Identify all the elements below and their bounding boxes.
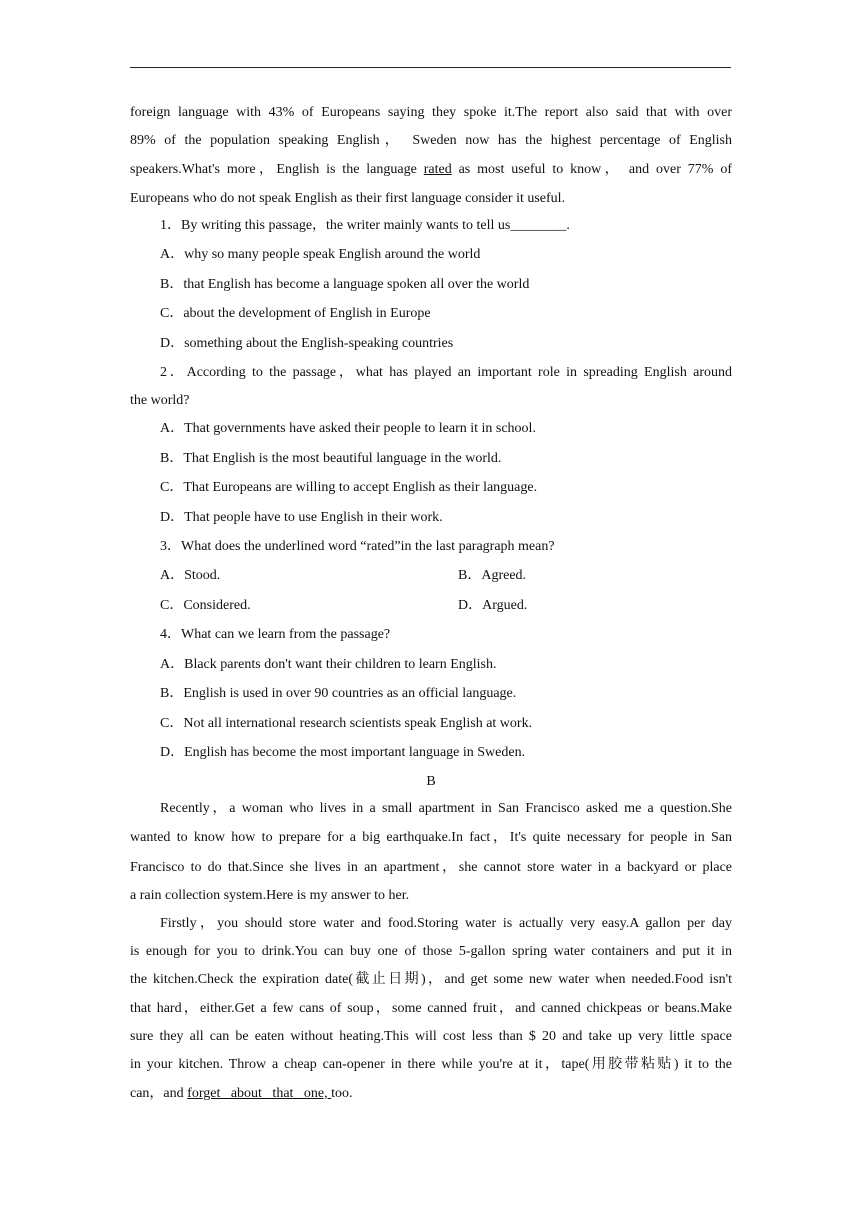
paragraph-line: can，and forget about that one, too. — [130, 1086, 353, 1101]
question-1-option-a: A．why so many people speak English around the world — [160, 247, 481, 262]
paragraph-line: a rain collection system.Here is my answer to her. — [130, 888, 410, 903]
paragraph-line: wanted to know how to prepare for a big earthquake.In fact，It's quite necessary for people in San — [130, 830, 732, 845]
paragraph-line: is enough for you to drink.You can buy one of those 5-gallon spring water containers and put it in — [130, 944, 732, 959]
question-3-option-c: C．Considered. — [160, 598, 251, 613]
question-2-option-a: A．That governments have asked their people to learn it in school. — [160, 421, 536, 436]
passage-line: speakers.What's more，English is the language rated as most useful to know， and over 77% of — [130, 162, 732, 177]
paragraph-line: Francisco to do that.Since she lives in an apartment，she cannot store water in a backyard or place — [130, 860, 732, 875]
question-3-option-a: A．Stood. — [160, 568, 221, 583]
question-1-option-b: B．that English has become a language spoken all over the world — [160, 277, 530, 292]
question-1-option-c: C．about the development of English in Europe — [160, 306, 431, 321]
question-4-option-d: D．English has become the most important language in Sweden. — [160, 745, 526, 760]
header-rule — [130, 67, 731, 68]
question-3-option-b: B．Agreed. — [458, 568, 527, 583]
paragraph-line: that hard，either.Get a few cans of soup，some canned fruit，and canned chickpeas or beans.Make — [130, 1001, 732, 1016]
question-2-option-c: C．That Europeans are willing to accept English as their language. — [160, 480, 538, 495]
question-3-option-d: D．Argued. — [458, 598, 528, 613]
paragraph-line: the kitchen.Check the expiration date(截止日期)，and get some new water when needed.Food isn't — [130, 972, 732, 987]
question-1-option-d: D．something about the English-speaking countries — [160, 336, 454, 351]
question-4-stem: 4．What can we learn from the passage? — [160, 627, 391, 642]
question-4-option-c: C．Not all international research scientists speak English at work. — [160, 716, 533, 731]
paragraph-line: Firstly，you should store water and food.Storing water is actually very easy.A gallon per day — [160, 916, 732, 931]
question-2-option-d: D．That people have to use English in their work. — [160, 510, 443, 525]
question-2-option-b: B．That English is the most beautiful language in the world. — [160, 451, 502, 466]
question-4-option-b: B．English is used in over 90 countries as an official language. — [160, 686, 517, 701]
paragraph-line: sure they all can be eaten without heating.This will cost less than $ 20 and take up very little space — [130, 1029, 732, 1044]
question-3-row-1 — [160, 566, 732, 586]
paragraph-line: in your kitchen. Throw a cheap can-opener in there while you're at it，tape(用胶带粘贴) it to the — [130, 1057, 732, 1072]
question-1-stem: 1．By writing this passage，the writer mainly wants to tell us________. — [160, 218, 570, 233]
passage-line: 89% of the population speaking English， Sweden now has the highest percentage of English — [130, 133, 732, 148]
paragraph-line: Recently，a woman who lives in a small apartment in San Francisco asked me a question.She — [160, 801, 732, 816]
question-2-stem-cont: the world? — [130, 393, 190, 408]
question-2-stem: 2．According to the passage，what has played an important role in spreading English around — [160, 365, 732, 380]
question-3-stem: 3．What does the underlined word “rated”in the last paragraph mean? — [160, 539, 555, 554]
question-3-row-2 — [160, 596, 732, 616]
passage-line: Europeans who do not speak English as their first language consider it useful. — [130, 191, 566, 206]
underlined-phrase: forget about that one, — [187, 1086, 332, 1101]
passage-line: foreign language with 43% of Europeans saying they spoke it.The report also said that with over — [130, 105, 732, 120]
question-4-option-a: A．Black parents don't want their children to learn English. — [160, 657, 497, 672]
section-b-heading: B — [426, 774, 436, 789]
underlined-word-rated: rated — [423, 162, 452, 177]
